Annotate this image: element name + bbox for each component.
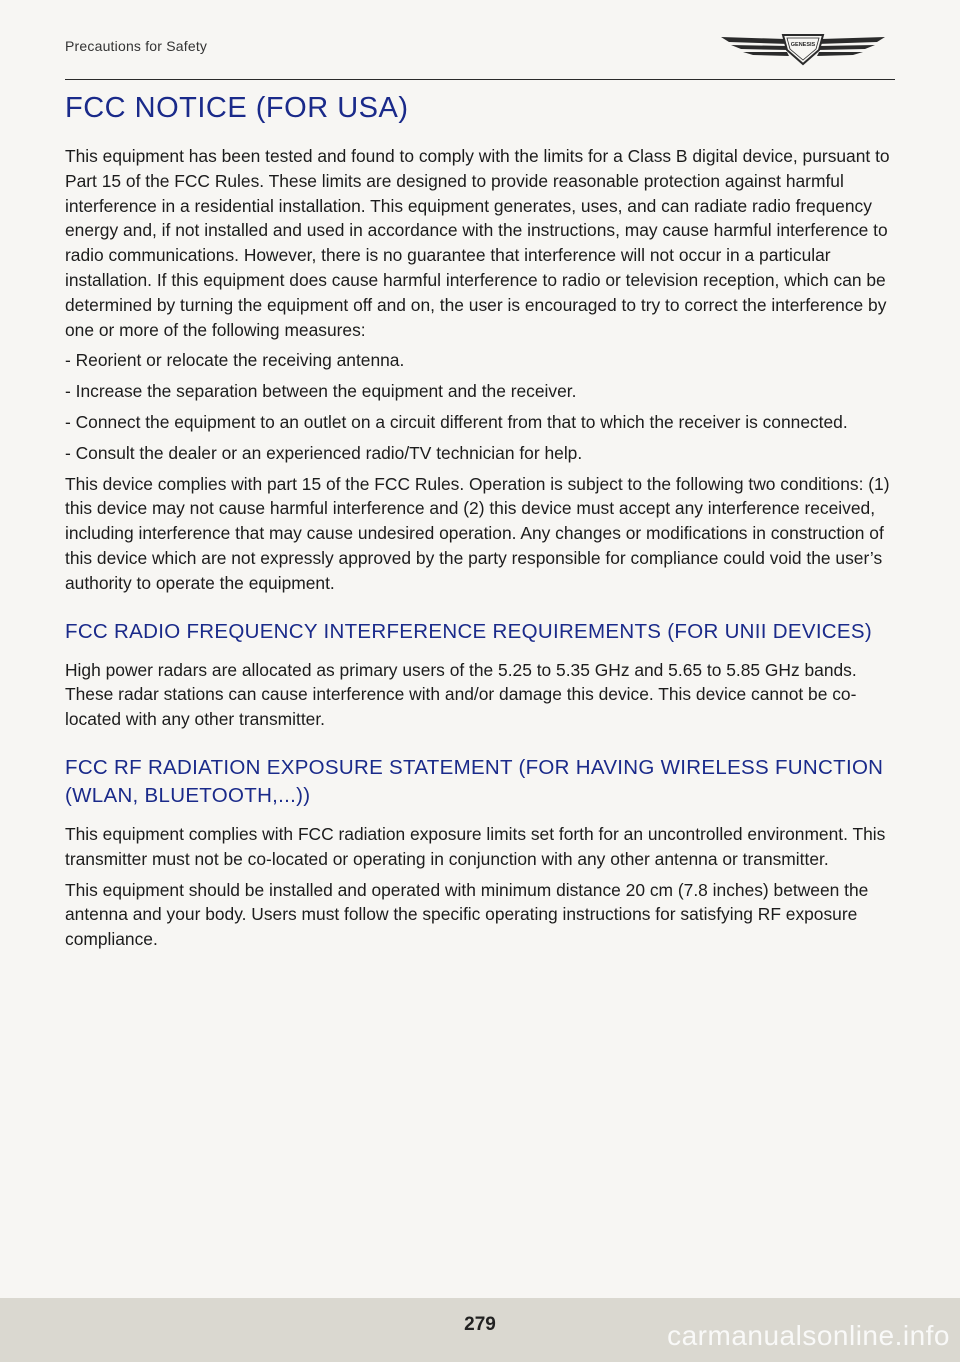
section-title: Precautions for Safety	[65, 38, 208, 54]
measure-item: - Increase the separation between the equipment and the receiver.	[65, 381, 577, 402]
measure-item: - Reorient or relocate the receiving antenna.	[65, 350, 405, 371]
rf-exposure-paragraph-1: This equipment complies with FCC radiation exposure limits set forth for an uncontrolled environment. This transmitter must not be co-located or operating in conjunction with any other antenna or transmitter.	[65, 823, 886, 869]
unii-paragraph: High power radars are allocated as primary users of the 5.25 to 5.35 GHz and 5.65 to 5.85 GHz bands. These radar stations can cause interference with and/or damage this device. This device cannot be co-located with any other transmitter.	[65, 659, 857, 730]
rf-exposure-paragraph-2: This equipment should be installed and operated with minimum distance 20 cm (7.8 inches) between the antenna and your body. Users must follow the specific operating instructions for satisfying RF exposure compliance.	[65, 879, 869, 950]
measure-item: - Connect the equipment to an outlet on a circuit different from that to which the receiver is connected.	[65, 411, 848, 432]
fcc-compliance-paragraph: This device complies with part 15 of the FCC Rules. Operation is subject to the following two conditions: (1) this device may not cause harmful interference and (2) this device must accept any interference received, including interference that may cause undesired operation. Any changes or modifications in construction of this device which are not expressly approved by the party responsible for compliance could void the user’s authority to operate the equipment.	[65, 473, 890, 593]
page-content	[65, 90, 895, 958]
page-footer	[0, 1298, 960, 1362]
unii-heading: FCC RADIO FREQUENCY INTERFERENCE REQUIREMENTS (FOR UNII DEVICES)	[65, 619, 872, 643]
page-header	[65, 0, 895, 80]
svg-text:GENESIS: GENESIS	[790, 42, 816, 48]
rf-exposure-heading: FCC RF RADIATION EXPOSURE STATEMENT (FOR HAVING WIRELESS FUNCTION (WLAN, BLUETOOTH,...))	[65, 755, 884, 807]
site-watermark: carmanualsonline.info	[667, 1320, 950, 1351]
genesis-logo	[719, 30, 887, 68]
page-number: 279	[464, 1314, 496, 1335]
measure-item: - Consult the dealer or an experienced radio/TV technician for help.	[65, 442, 583, 463]
fcc-intro-paragraph: This equipment has been tested and found to comply with the limits for a Class B digital device, pursuant to Part 15 of the FCC Rules. These limits are designed to provide reasonable protection against harmful interference in a residential installation. This equipment generates, uses, and can radiate radio frequency energy and, if not installed and used in accordance with the instructions, may cause harmful interference to radio communications. However, there is no guarantee that interference will not occur in a particular installation. If this equipment does cause harmful interference to radio or television reception, which can be determined by turning the equipment off and on, the user is encouraged to try to correct the interference by one or more of the following measures:	[65, 146, 890, 340]
page-title: FCC NOTICE (FOR USA)	[65, 92, 409, 124]
